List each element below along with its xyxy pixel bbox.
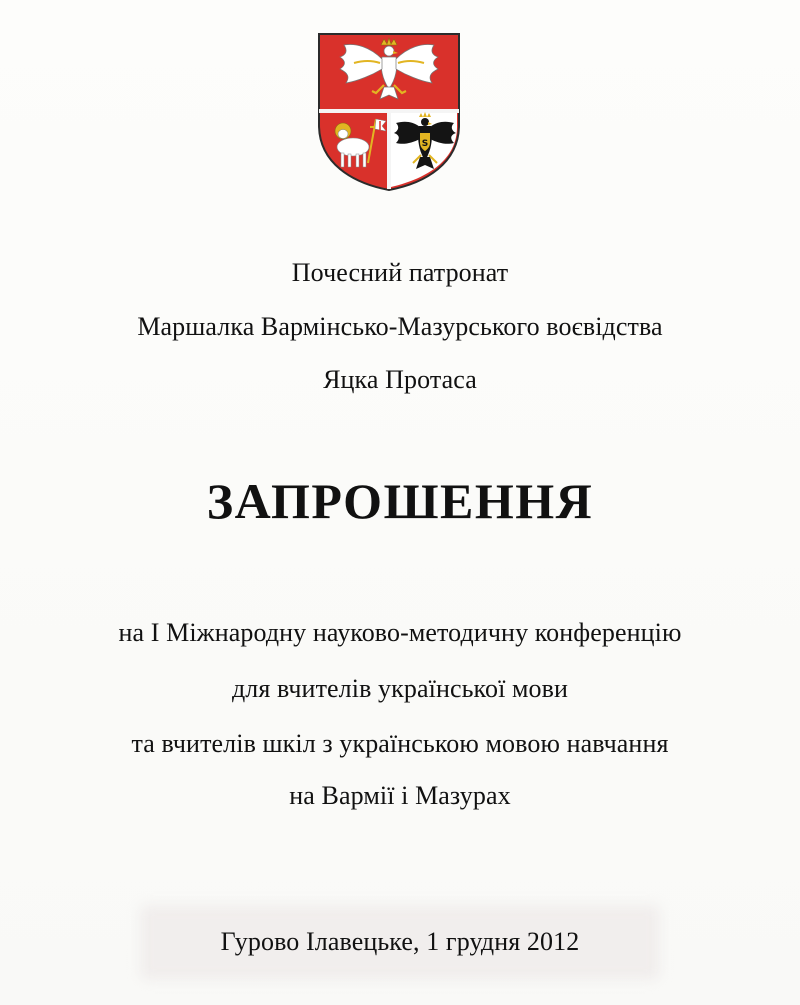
patron-name-line: Яцка Протаса bbox=[323, 365, 477, 394]
patronage-line: Почесний патронат bbox=[291, 258, 509, 287]
conference-line-2: для вчителів української мови bbox=[231, 674, 569, 703]
patron-title-line: Маршалка Вармінсько-Мазурського воєвідства bbox=[137, 312, 663, 341]
conference-line-1: на І Міжнародну науково-методичну конференцію bbox=[118, 618, 682, 647]
coat-of-arms-icon bbox=[318, 33, 460, 191]
svg-text:S: S bbox=[421, 139, 429, 149]
conference-line-3: та вчителів шкіл з українською мовою навчання bbox=[131, 729, 669, 758]
place-date: Гурово Ілавецьке, 1 грудня 2012 bbox=[220, 927, 580, 956]
invitation-title: ЗАПРОШЕННЯ bbox=[206, 473, 594, 529]
conference-line-4: на Вармії і Мазурах bbox=[289, 781, 511, 810]
